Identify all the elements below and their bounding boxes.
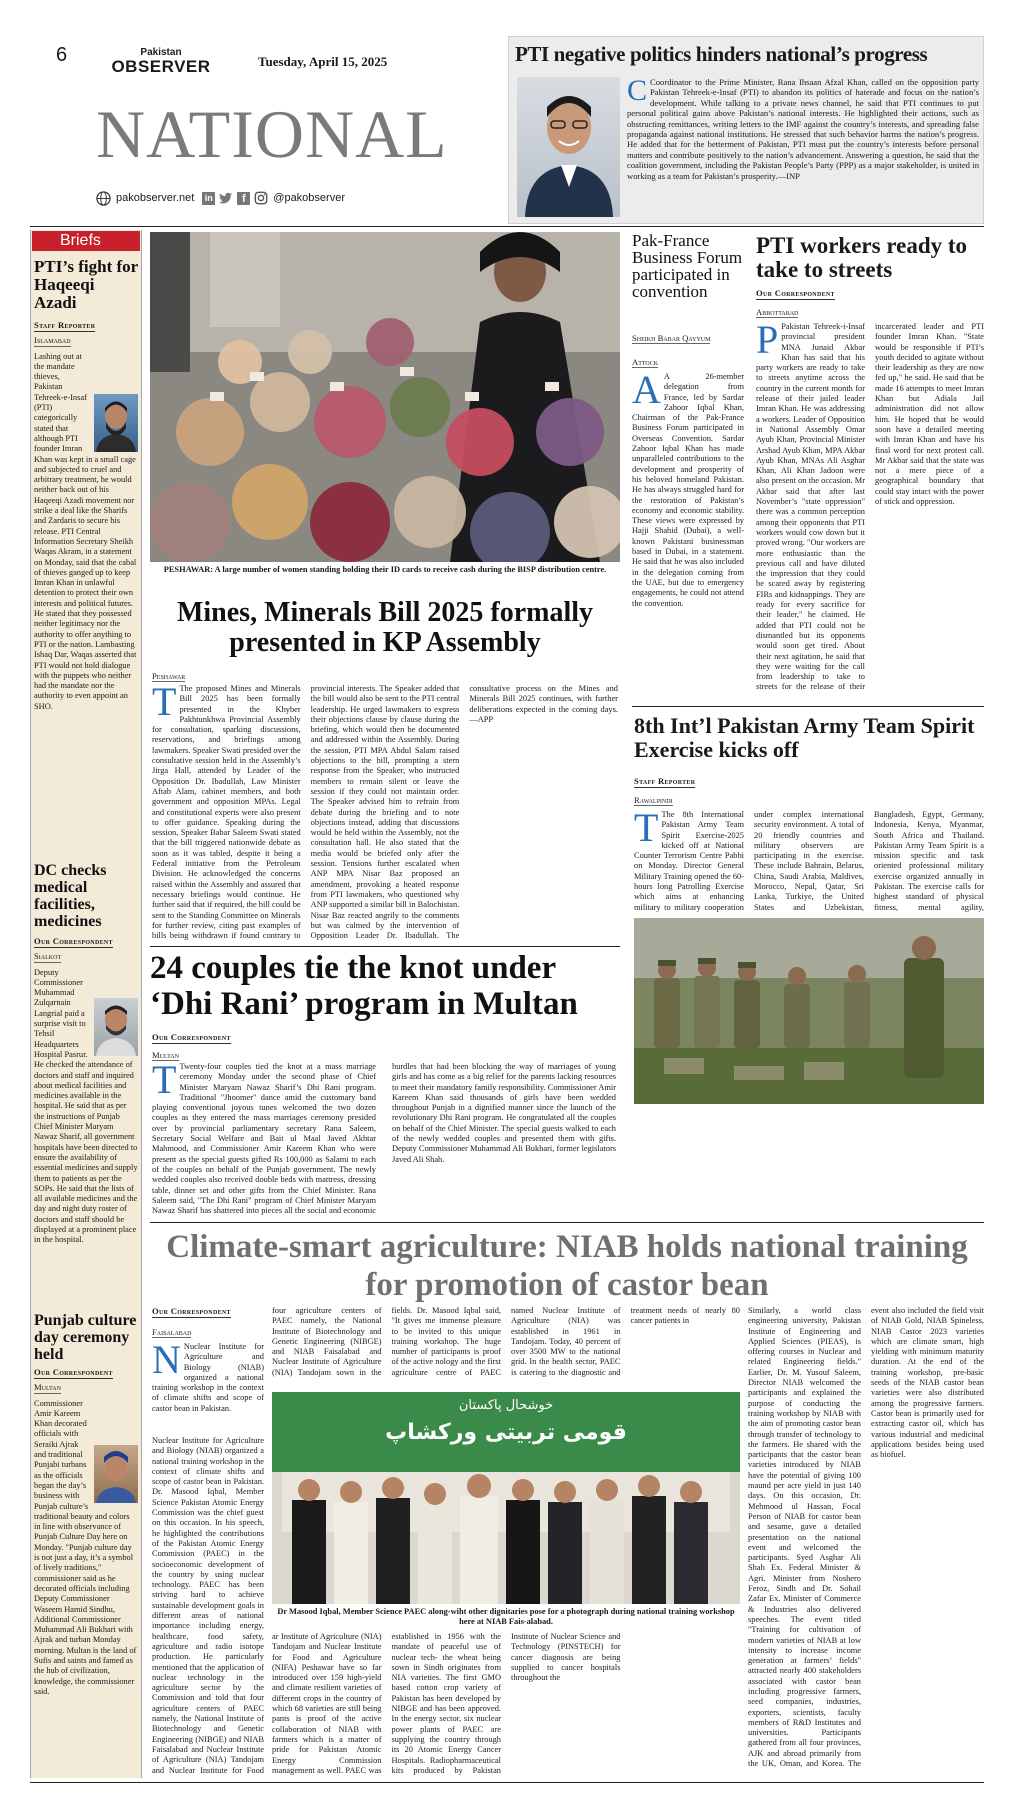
brief2-body: Deputy Commissioner Muhammad Zulqarnain Langrial paid a surprise visit to Tehsil Headquarters Hospital Pasrur. He checked the attendance of doctors and staff and inquired about medical facilities and medicines available in the hospital. He said that as per the instructions of Punjab Chief Minister Maryam Nawaz Sharif, all government hospitals have been directed to ensure the availability of essential medicines and supply them to patients as per the SOPs. He said that the lists of all available medicines and the day and night duty roster of doctors and staff should be displayed at a prominent place in the hospital. xyxy=(34,967,138,1245)
twitter-icon[interactable] xyxy=(219,192,233,205)
website-link[interactable]: pakobserver.net xyxy=(116,191,195,204)
pakfrance-dateline: Attock xyxy=(632,357,659,367)
brief3-body: Commissioner Amir Kareem Khan decorated officials with Seraiki Ajrak and traditional Punjabi turbans as the officials began the day’s business with Punjab culture’s traditional beauty and colors in line with observance of Punjab Culture Day here on Monday. "Punjab culture day is not just a day, it’s a symbol of lively traditions," commissioner said as he decorated officials including Deputy Commissioner Waseem Hamid Sindhu, Additional Commissioner Muhammad Ali Bukhari with Ajrak and turban Monday morning. Multan is the land of Sufis and saints and famed as the hub of civilization, knowledge, the commissioner said. xyxy=(34,1398,137,1696)
ptiworkers-dateline: Abbottabad xyxy=(756,307,799,317)
niab-headline: Climate-smart agriculture: NIAB holds national training for promotion of castor bean xyxy=(166,1229,968,1303)
army-photo xyxy=(634,918,984,1104)
brief1-headline: PTI’s fight for Haqeeqi Azadi xyxy=(34,257,138,312)
brief2-byline: Our Correspondent xyxy=(34,936,113,948)
ptiworkers-byline: Our Correspondent xyxy=(756,288,835,300)
brand-top: Pakistan xyxy=(140,47,182,58)
top-story-box xyxy=(508,36,984,224)
army-dateline: Rawalpindi xyxy=(634,795,673,805)
brief3-dateline: Multan xyxy=(34,1382,61,1393)
peshawar-photo xyxy=(150,232,620,562)
niab-body-left: N Nuclear Institute for Agriculture and Biology (NIAB) organized a national training workshop in the context of climate shifts and scope of castor bean in Pakistan. xyxy=(152,1342,264,1413)
mines-dateline: Peshawar xyxy=(152,671,186,681)
niab-body-bottom: ar Institute of Agriculture (NIA) Tandojam and Nuclear Institute for Food and Agriculture (NIFA) Peshawar have so far introduced over 159 high-yield and climate resilient varieties of different crops in the country of which 68 varieties are still being pants is proof of the active collaboration of NIAB with farmers which is a matter of pride for Pakistan Atomic Energy Commission management as well. PAEC was established in 1956 with the mandate of peaceful use of nuclear tech- the wheat being sown in Sindh originates from NIA varieties. The first GMO based cotton crop variety of Pakistan has been developed by NIBGE and has been approved. In the energy sector, six nuclear power plants of PAEC are supplying the country through its 20 Atomic Energy Cancer Hospitals. Radiopharmaceutical kits produced by Pakistan Institute of Nuclear Science and Technology (PINSTECH) for cancer diagnosis are being supplied to cancer hospitals throughout the xyxy=(272,1632,621,1775)
niab-banner-line2: قومی تربیتی ورکشاپ xyxy=(385,1420,627,1445)
brief1-photo xyxy=(94,394,138,452)
mines-headline: Mines, Minerals Bill 2025 formally presented in KP Assembly xyxy=(176,597,594,658)
brief1-body: Lashing out at the mandate thieves, Pakistan Tehreek-e-Insaf (PTI) categorically stated that although PTI founder Imran Khan was kept in a small cage and subjected to cruel and arbitrary treatment, he would neither back out of his Haqeeqi Azadi movement nor strike a deal like the Sharifs and Zardaris to secure his release. PTI Central Information Secretary Sheikh Waqas Akram, in a statement on Monday, said that the cabal of thieves ganged up to keep Imran Khan in unlawful detention to protect their own interests and political futures. He stated that they possessed neither legitimacy nor the authority to offer anything to PTI or the nation. Lambasting Ishaq Dar, Waqas asserted that PTI would not hold dialogue with the puppets who neither had the mandate nor the authority to even appoint an SHO. xyxy=(34,351,137,711)
instagram-icon[interactable] xyxy=(254,191,268,205)
top-story-text: Coordinator to the Prime Minister, Rana Ihsaan Afzal Khan, called on the opposition party Pakistan Tehreek-e-Insaf (PTI) to abandon its politics of haterade and focus on the nation’s development. While talking to a private news channel, he said that PTI continues to put personal political gains above Pakistan’s national interests. He highlighted their actions, such as obstructing remittances, writing letters to the IMF against the country’s interests, and spreading false propaganda against national institutions. He stressed that such behavior harms the nation’s progress. He added that for the betterment of Pakistan, PTI must put the country’s interests before personal matters and contribute positively to the nation’s advancement. Answering a question, he said that the coalition government, including the Pakistan People’s Party (PPP) as a major stakeholder, is united in working as a team for Pakistan’s prosperity.—INP xyxy=(627,77,979,181)
brief2-photo xyxy=(94,998,138,1056)
army-byline: Staff Reporter xyxy=(634,776,695,788)
brand-logo xyxy=(96,48,226,76)
linkedin-icon[interactable]: in xyxy=(202,192,215,205)
niab-caption: Dr Masood Iqbal, Member Science PAEC along-wiht other dignitaries pose for a photograph during national training workshop here at NIAB Fais-alabad. xyxy=(277,1607,735,1626)
briefs-label: Briefs xyxy=(32,231,140,251)
pakfrance-headline: Pak-France Business Forum participated in convention xyxy=(632,231,743,301)
army-headline: 8th Int’l Pakistan Army Team Spirit Exercise kicks off xyxy=(634,713,975,762)
ptiworkers-headline: PTI workers ready to take to streets xyxy=(756,233,968,282)
niab-body-right: Similarly, a world class engineering university, Pakistan Institute of Engineering and Applied Sciences (PIEAS), is offering courses in Nuclear and related Engineering fields." Earlier, Dr. M. Yusouf Saleem, Director NIAB welcomed the participants and explained the purpose of conducting the training workshop by NIAB with the aim of promoting castor bean through transfer of technology to the farmers. He shared with the participants that the castor bean varieties introduced by NIAB have the potential of giving 100 maund per acre yield in just 140 days. On this occasion, Dr. Mehmood ul Hassan, Focal Person of NIAB for castor bean and sesame, gave a detailed presentation on the national event and welcomed the participants. Syed Asghar Ali Shah Ex. Federal Minister & Agri. Minister from Noshero Feroz, Sindh and Dr. Sohail Zafar Ex. Minister of Commerce & Industries also delivered speeches. The event titled "Training for cultivation of modern varieties of NIAB at low intensity to increase income generation at farmers’ fields" attracted nearly 400 stakeholders associated with castor bean including progressive farmers, seed companies, industries, exporters, scientists, faculty members of R&D Institutes and universities. Participants gathered from all four provinces, AJK and abroad primarily from the UK, Oman, and Korea. The event also included the field visit of NIAB Gold, NIAB Spineless, NIAB Castor 2023 varieties which are climate smart, high yielding with minimum maturity duration. At the end of the training workshop, pre-basic seeds of the NIAB castor bean varieties were also distributed among the progressive farmers. Castor bean is primarily used for extracting castor oil, which has various industrial and medicinal applications besides being used as biofuel. xyxy=(748,1306,984,1769)
page-number: 6 xyxy=(56,44,68,66)
niab-body-left-cont: Nuclear Institute for Agriculture and Biology (NIAB) organized a national training workshop in the context of climate shifts and scope of castor bean in Pakistan. Dr. Masood Iqbal, Member Science Pakistan Atomic Energy Commission was the chief guest on this occasion. In his speech, he highlighted the contributions of the Pakistan Atomic Energy Commission (PAEC) in the socioeconomic development of the country by using nuclear technology. PAEC has been striving hard to achieve sustainable development goals in different areas of national importance including energy, healthcare, food safety, agriculture and radio isotope production. He particularly mentioned that the application of nuclear technology in the agriculture sector by the Commission and told that four agriculture centers of PAEC namely, the National Institute of Biotechnology and Genetic Engineering (NIBGE) and NIAB Faisalabad and Nuclear Institute of Agriculture (NIA) Tandojam and Nuclear Institute for Food xyxy=(152,1436,264,1775)
globe-icon xyxy=(96,191,111,206)
brief1-byline: Staff Reporter xyxy=(34,320,95,332)
niab-banner-line1: خوشحال پاکستان xyxy=(458,1398,554,1413)
couples-dateline: Multan xyxy=(152,1050,179,1060)
top-story-photo xyxy=(517,77,620,217)
brand-bottom: OBSERVER xyxy=(111,57,211,76)
brief2-headline: DC checks medical facilities, medicines xyxy=(34,862,107,930)
brief3-photo xyxy=(94,1445,138,1503)
issue-date: Tuesday, April 15, 2025 xyxy=(258,54,388,69)
mines-body: T The proposed Mines and Minerals Bill 2025 has been formally presented in the Khyber Pakhtunkhwa Provincial Assembly for consultation, sparking discussions, reservations, and briefings among lawmakers. Speaker Swati presided over the consultative session held in the Assembly’s Jirga Hall, attended by Leader of the Opposition Dr. Ibadullah, Law Minister Aftab Alam, cabinet members, and both government and opposition MPAs. Legal and constitutional experts were also present to offer guidance. Speaking during the session, Speaker Babar Saleem Swati stated that the bill triggered nationwide debate as soon as it was tabled, despite it being a Federal initiative from the Petroleum Division. He acknowledged the concerns raised within the Assembly and assured that necessary briefings would continue. He further said that if required, the bill could be sent to the Standing Committee on Minerals for further review, citing past examples of bills being withdrawn if found contrary to provincial interests. The Speaker added that the bill would also be sent to the PTI central leadership. He urged lawmakers to express their objections clause by clause during the briefing, which would then be documented and addressed within the Assembly. During the session, PTI MPA Abdul Salam raised objections to the bill, prompting a stern response from the Speaker, who instructed members to remain silent or leave the session if they could not maintain order. The Speaker advised him to refrain from debate during the briefing and to note objections instead, adding that discussions would be held within the Assembly, not the consultation hall. He also stated that the media would be briefed only after the session. Tensions further escalated when ANP MPA Nisar Baz proposed an amendment, provoking a heated response from PTI lawmakers, who questioned why ANP supported a similar bill in Balochistan. Nisar Baz reacted angrily to the comments but was calmed by the intervention of Opposition Leader Dr. Ibadullah. The consultative process on the Mines and Minerals Bill 2025 continues, with further deliberations expected in the coming days.—APP xyxy=(152,684,618,941)
niab-photo xyxy=(272,1392,740,1604)
army-body: T The 8th International Pakistan Army Team Spirit Exercise-2025 kicked off at National Counter Terrorism Centre Pabbi on Monday. Director General Military Training opened the 60-hours long Patrolling Exercise which aims at enhancing military to military cooperation under complex international security environment. A total of 20 friendly countries and military observers are participating in the exercise. These include Bahrain, Belarus, China, Saudi Arabia, Maldives, Morocco, Nepal, Qatar, Sri Lanka, Turkiye, the United States and Uzbekistan, Bangladesh, Egypt, Germany, Indonesia, Kenya, Myanmar, South Africa and Thailand. Pakistan Army Team Spirit is a mission specific and task oriented professional military exercise organized annually in Pakistan. The exercise calls for highest standard of physical fitness, mental agility, xyxy=(634,810,984,912)
section-title: NATIONAL xyxy=(96,96,448,172)
army-body-cont xyxy=(634,1108,984,1218)
niab-body-top: four agriculture centers of PAEC namely, the National Institute of Biotechnology and Genetic Engineering (NIBGE) and NIAB Faisalabad and Nuclear Institute of Agriculture (NIA) Tandojam sown in the fields. Dr. Masood Iqbal said, "It gives me immense pleasure to be invited to this unique training workshop. The huge number of participants is proof of the active nology and the first agriculture centre of PAEC named Nuclear Institute of Agriculture (NIA) was established in 1961 in Tandojam. Today, 40 percent of over 3500 MW to the national grid. In the health sector, PAEC is catering to the diagnostic and treatment needs of nearly 80 cancer patients in xyxy=(272,1306,740,1377)
couples-byline: Our Correspondent xyxy=(152,1032,231,1044)
couples-body: T Twenty-four couples tied the knot at a mass marriage ceremony Monday under the second phase of Chief Minister Maryam Nawaz Sharif’s Dhi Rani program. Traditional "Jhoomer" dance amid the customary band playing conventional joyous tunes welcomed the two dozen couples as they entered the mass marriages ceremony presided over by provincial parliamentary secretary Rana Saleem, Secretary Social Welfare and Bait ul Maal Javed Akhtar Mahmood, and Commissioner Amir Kareem Khan who were present as the special guests gifted Rs 100,000 as Salami to each of the couples on behalf of the Punjab government. The newly wedded couples also received double beds with mattress, dressing table, dinner set and other gifts from the Chief Minister. Rana Saleem said, "The Dhi Rani" program of Chief Minister Maryam Nawaz Sharif has shattered into pieces all the social and economic hurdles that had been blocking the way of marriages of young girls and has come as a big relief for the parents lacking resources to meet their mandatory family responsibility. Commissioner Amir Kareem Khan said thousands of girls have been wedded throughout Punjab in a dignified manner since the launch of the revolutionary Dhi Rani program. He congratulated all the couples on behalf of the Chief Minister. The special guests walked to each of the newly wedded couples and presented them with gifts. Deputy Commissioner Muhammad Ali Bukhari, former legislators Javed Ali Shah. xyxy=(152,1062,616,1216)
top-story-body: C Coordinator to the Prime Minister, Rana Ihsaan Afzal Khan, called on the opposition party Pakistan Tehreek-e-Insaf (PTI) to abandon its politics of haterade and focus on the nation’s development. While talking to a private news channel, he said that PTI continues to put personal political gains above Pakistan’s national interests. He highlighted their actions, such as obstructing remittances, writing letters to the IMF against the country’s interests, and spreading false propaganda against national institutions. He stressed that such behavior harms the nation’s progress. He added that for the betterment of Pakistan, PTI must put the country’s interests before personal matters and contribute positively to the nation’s advancement. Answering a question, he said that the coalition government, including the Pakistan People’s Party (PPP) as a major stakeholder, is united in working as a team for Pakistan’s prosperity.—INP xyxy=(627,77,979,181)
niab-byline: Our Correspondent xyxy=(152,1306,231,1318)
pakfrance-body: A A 26-member delegation from France, led by Sardar Zahoor Iqbal Khan, Chairman of the Pak-France Business Forum participated in Overseas Convention. Sardar Zahoor Iqbal Khan has made unparalleled contributions to the development and prosperity of his beloved homeland Pakistan. He has always struggled hard for the restoration of Pakistan’s economy and economic stability. These views were expressed by Hajji Shahid (Dubai), a well-known Pakistani businessman based in Dubai, in a statement. He said that he was also included in the delegation coming from the UAE, but due to emergency engagements, he could not attend the convention. xyxy=(632,372,744,608)
brief2-dateline: Sialkot xyxy=(34,951,62,962)
social-handle[interactable]: @pakobserver xyxy=(273,191,345,204)
couples-headline: 24 couples tie the knot under ‘Dhi Rani’ program in Multan xyxy=(150,950,578,1022)
brief3-byline: Our Correspondent xyxy=(34,1367,113,1379)
facebook-icon[interactable]: f xyxy=(237,192,250,205)
niab-dateline: Faisalabad xyxy=(152,1327,192,1337)
top-story-headline: PTI negative politics hinders national’s progress xyxy=(515,42,928,66)
brief3-headline: Punjab culture day ceremony held xyxy=(34,1312,137,1363)
pakfrance-byline: Sheikh Babar Qayyum xyxy=(632,333,711,343)
brief1-dateline: Islamabad xyxy=(34,335,71,346)
ptiworkers-body: P Pakistan Tehreek-i-Insaf provincial president MNA Junaid Akbar Khan has said that his party workers are ready to take to streets anytime across the country in the current month for release of their jailed leader Imran Khan. He was addressing a workers. Leader of Opposition in National Assembly Omar Ayub Khan, Provincial Minister Arshad Ayub Khan, MPA Akbar Ayub Khan, MNAs Ali Asghar Khan, Ali Khan Jadoon were also present on the occasion. Mr Akbar said that after last November’s "state oppression" there was a common perception among their opponents that PTI workers would cow down but it proved wrong. "Our workers are more enthusiastic than the previous call and have diluted the impression that they could be scared away by registering FIRs and kidnappings. They are ready for every sacrifice for their leader," he claimed. He added that PTI could not be dismantled but its opponents would soon get tired. About their next agitation, he said that they were waiting for the call from leadership to take to streets for the release of their incarcerated leader and PTI founder Imran Khan. "State would be responsible if PTI’s youth decided to agitate without their leadership as they are now fed up," he said. He said that he made 16 attempts to meet Imran Khan but Adiala Jail administration did not allow him. He hoped that he would soon have a detailed meeting with Imran Khan and have his final word for next protest call. Mr Akbar said that the state was not a mere piece of a geographical boundary that could stay intact with the power of stick and oppression. xyxy=(756,322,984,692)
social-bar xyxy=(96,190,496,206)
peshawar-caption: PESHAWAR: A large number of women standing holding their ID cards to receive cash during the BISP distribution centre. xyxy=(163,565,607,574)
